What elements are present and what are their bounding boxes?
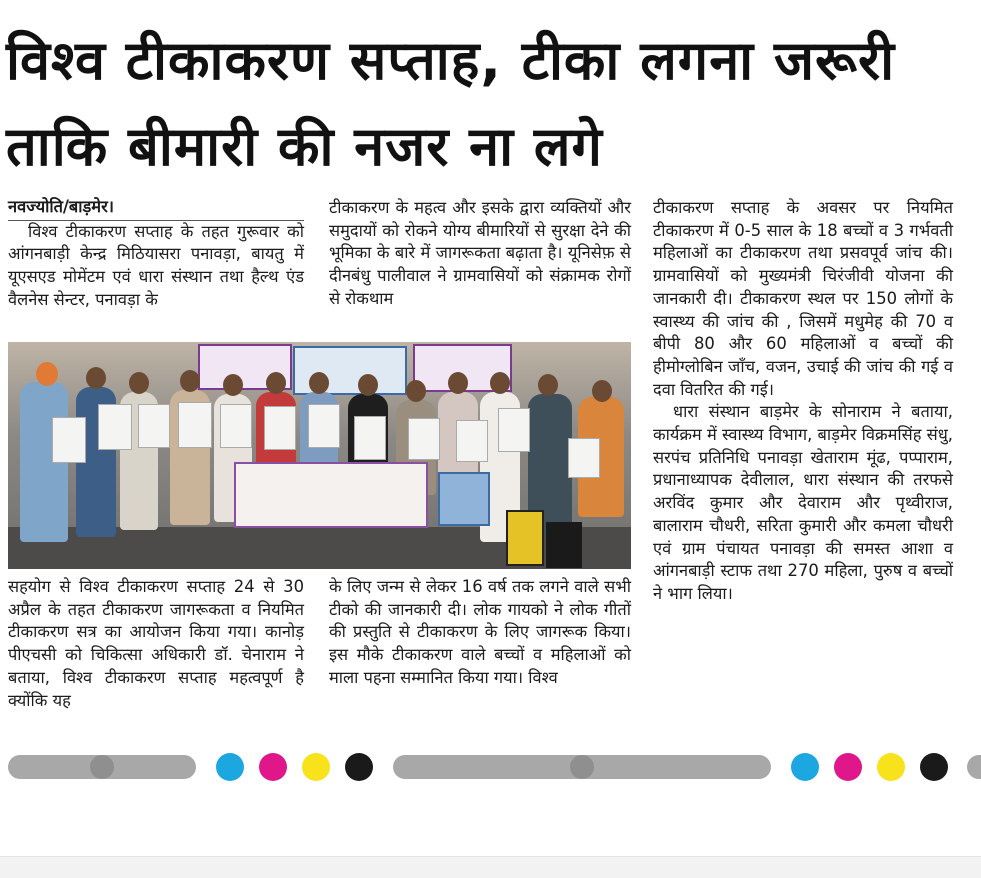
column-1-top bbox=[8, 196, 304, 312]
event-photo bbox=[8, 342, 631, 569]
column-2-top bbox=[329, 197, 631, 311]
held-poster bbox=[98, 404, 132, 450]
photo-head bbox=[406, 380, 426, 402]
black-registration-dot bbox=[920, 753, 948, 781]
article-text-col3-para2: धारा संस्थान बाड़मेर के सोनाराम ने बताया, कार्यक्रम में स्वास्थ्य विभाग, बाड़मेर विक्रमसिंह संधु, सरपंच प्रतिनिधि पनावड़ा खेताराम मूंढ, पप्पाराम, प्रधानाध्यापक देवीलाल, धारा संस्थान की तरफसे अरविंद कुमार और देवाराम और पृथ्वीराज, बालाराम चौधरी, सरिता कुमारी और कमला चौधरी एवं ग्राम पंचायत पनावड़ा की समस्त आशा व आंगनबाड़ी स्टाफ तथा 270 महिला, पुरुष व बच्चों ने भाग लिया। bbox=[653, 402, 953, 603]
photo-display-box bbox=[438, 472, 490, 526]
held-poster bbox=[220, 404, 252, 448]
article-text-col1-bottom: सहयोग से विश्व टीकाकरण सप्ताह 24 से 30 अप्रैल के तहत टीकाकरण जागरूकता व नियमित टीकाकरण सत्र का आयोजन किया गया। कानोड़ पीएचसी को चिकित्सा अधिकारी डॉ. चेनाराम ने बताया, विश्व टीकाकरण सप्ताह महत्वपूर्ण है क्योंकि यह bbox=[8, 577, 304, 710]
magenta-registration-dot bbox=[259, 753, 287, 781]
print-registration-strip bbox=[0, 752, 981, 782]
held-poster bbox=[354, 416, 386, 460]
photo-head bbox=[538, 374, 558, 396]
photo-speaker bbox=[546, 522, 582, 568]
photo-head bbox=[223, 374, 243, 396]
held-poster bbox=[498, 408, 530, 452]
article-text-col2-top: टीकाकरण के महत्व और इसके द्वारा व्यक्तियों और समुदायों को रोकने योग्य बीमारियों से सुरक्षा देने की भूमिका के बारे में जागरूकता बढ़ाता है। यूनिसेफ़ से दीनबंधु पालीवाल ने ग्रामवासियों को संक्रामक रोगों से रोकथाम bbox=[329, 198, 631, 308]
photo-display-table bbox=[234, 462, 428, 528]
registration-knob bbox=[570, 755, 594, 779]
photo-head bbox=[592, 380, 612, 402]
held-poster bbox=[138, 404, 170, 448]
registration-knob bbox=[90, 755, 114, 779]
article-text-col3-para1: टीकाकरण सप्ताह के अवसर पर नियमित टीकाकरण में 0-5 साल के 18 बच्चों व 3 गर्भवती महिलाओं का टीकाकरण तथा प्रसवपूर्व जांच की। ग्रामवासियों को मुख्यमंत्री चिरंजीवी योजना की जानकारी दी। टीकाकरण स्थल पर 150 लोगों के स्वास्थ्य की जांच की , जिसमें मधुमेह की 70 व बीपी 80 और 60 महिलाओं व बच्चों की हीमोग्लोबिन जाँच, वजन, उचाई की जांच की गई व दवा वितरित की गई। bbox=[653, 198, 953, 399]
article-text-col2-bottom: के लिए जन्म से लेकर 16 वर्ष तक लगने वाले सभी टीको की जानकारी दी। लोक गायको ने लोक गीतों की प्रस्तुति से टीकाकरण के लिए जागरूक किया। इस मौके टीकाकरण वाले बच्चों व महिलाओं को माला पहना सम्मानित किया गया। विश्व bbox=[329, 577, 631, 687]
photo-head bbox=[36, 362, 58, 386]
held-poster bbox=[308, 404, 340, 448]
held-poster bbox=[178, 402, 212, 448]
headline-line-1: विश्व टीकाकरण सप्ताह, टीका लगना जरूरी bbox=[6, 29, 896, 92]
photo-head bbox=[266, 372, 286, 394]
byline: नवज्योति/बाड़मेर। bbox=[8, 196, 304, 221]
photo-poster-board bbox=[506, 510, 544, 566]
photo-head bbox=[448, 372, 468, 394]
cyan-registration-dot bbox=[216, 753, 244, 781]
held-poster bbox=[264, 406, 296, 450]
yellow-registration-dot bbox=[302, 753, 330, 781]
held-poster bbox=[568, 438, 600, 478]
yellow-registration-dot bbox=[877, 753, 905, 781]
magenta-registration-dot bbox=[834, 753, 862, 781]
held-poster bbox=[408, 418, 440, 460]
held-poster bbox=[52, 417, 86, 463]
photo-head bbox=[129, 372, 149, 394]
held-poster bbox=[456, 420, 488, 462]
photo-head bbox=[490, 372, 510, 394]
page-bottom-margin bbox=[0, 856, 981, 878]
article-text-col1-top: विश्व टीकाकरण सप्ताह के तहत गुरूवार को आंगनबाड़ी केन्द्र मिठियासरा पनावड़ा, बायतु में यूएसएड मोमेंटम एवं धारा संस्थान तथा हैल्थ एंड वैलनेस सेन्टर, पनावड़ा के bbox=[8, 221, 304, 309]
column-2-bottom bbox=[329, 576, 631, 690]
photo-head bbox=[309, 372, 329, 394]
photo-head bbox=[180, 370, 200, 392]
photo-head bbox=[86, 367, 106, 389]
photo-head bbox=[358, 374, 378, 396]
cyan-registration-dot bbox=[791, 753, 819, 781]
headline-line-2: ताकि बीमारी की नजर ना लगे bbox=[6, 115, 603, 178]
column-3 bbox=[653, 197, 953, 606]
registration-bar bbox=[967, 755, 981, 779]
black-registration-dot bbox=[345, 753, 373, 781]
column-1-bottom bbox=[8, 576, 304, 712]
